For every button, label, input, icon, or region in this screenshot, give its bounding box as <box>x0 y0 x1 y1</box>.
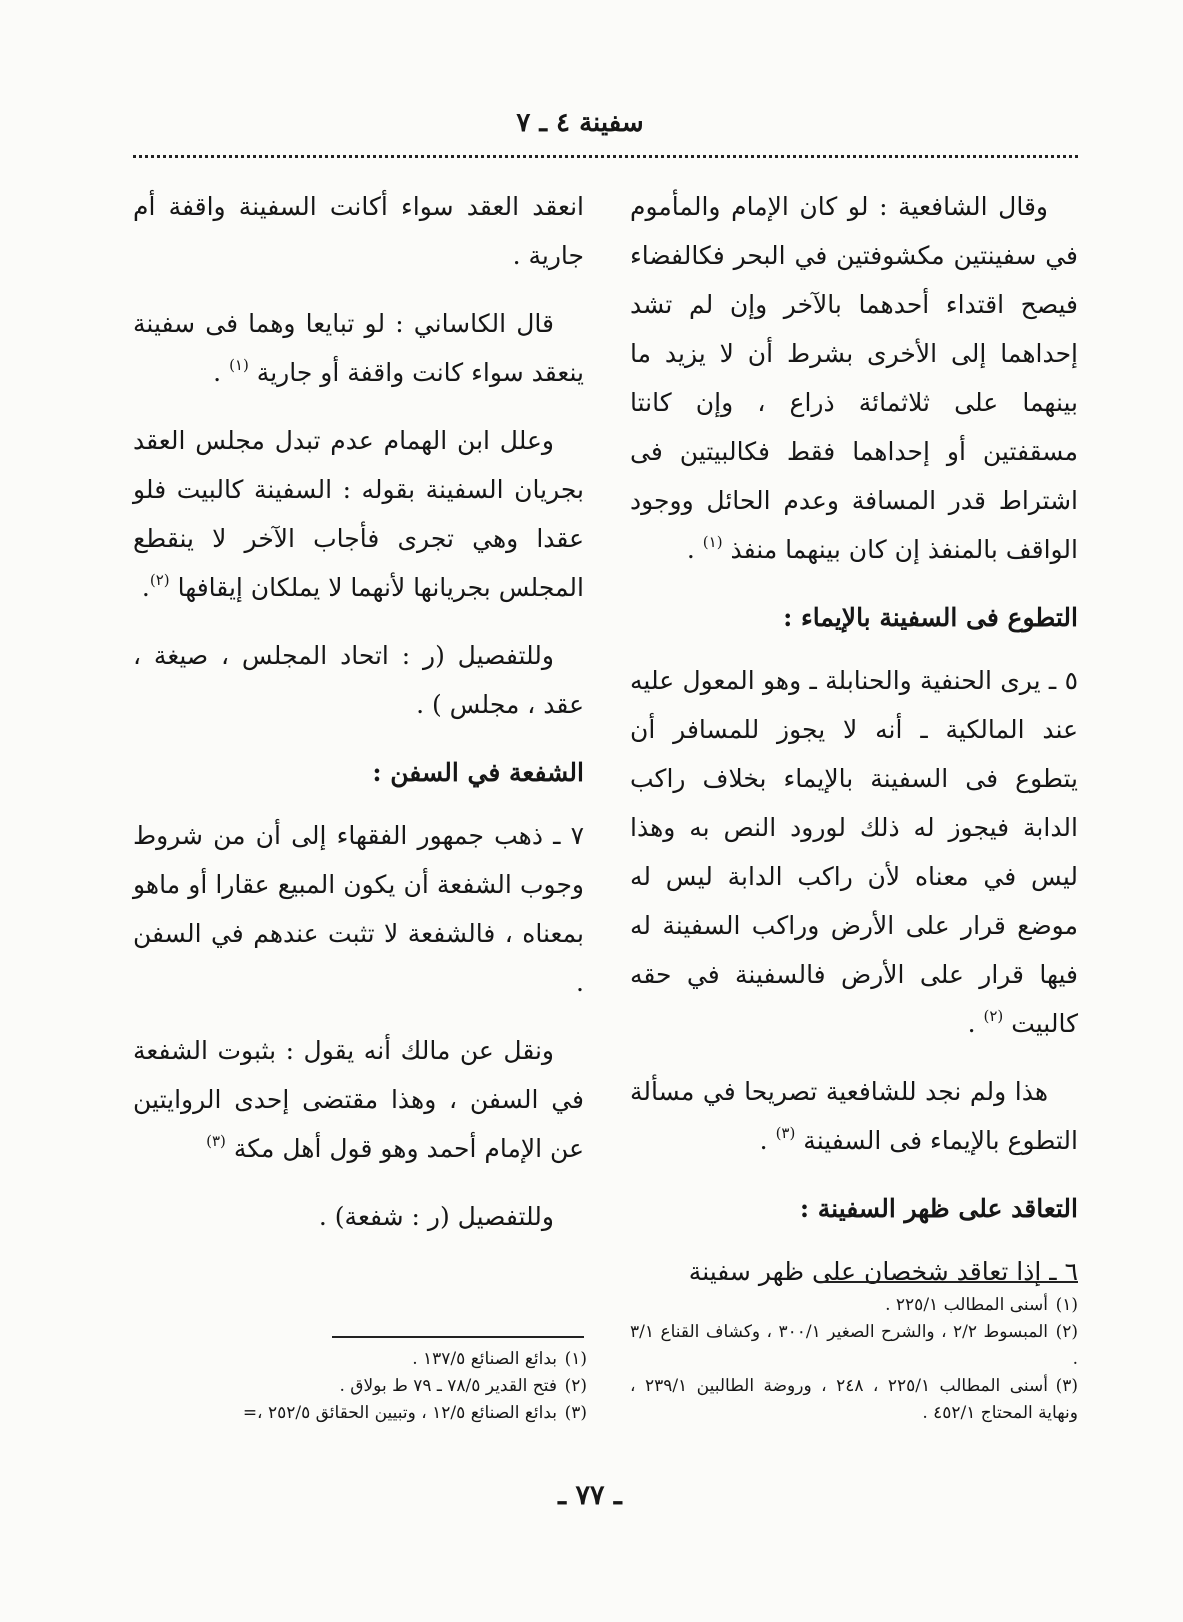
paragraph-text: ونقل عن مالك أنه يقول : بثبوت الشفعة في السفن ، وهذا مقتضى إحدى الروايتين عن الإمام أحمد وهو قول أهل مكة <box>133 1036 584 1163</box>
footnote <box>630 1373 1078 1427</box>
left-footnotes <box>117 1346 587 1427</box>
running-header: سفينة ٤ ـ ٧ <box>516 108 644 138</box>
left-text-column <box>133 182 584 1260</box>
paragraph-end: . <box>512 241 529 270</box>
paragraph <box>133 1026 584 1173</box>
footnote <box>630 1292 1078 1319</box>
paragraph <box>133 1192 584 1241</box>
paragraph-end: . <box>686 535 703 564</box>
paragraph-text: ٥ ـ يرى الحنفية والحنابلة ـ وهو المعول عليه عند المالكية ـ أنه لا يجوز للمسافر أن يتطوع فى السفينة بالإيماء بخلاف راكب الدابة فيجوز له ذلك لورود النص به وهذا ليس في معناه لأن راكب الدابة ليس له موضع قرار على الأرض وراكب السفينة له فيها قرار على الأرض فالسفينة في حقه كالبيت <box>630 666 1078 1038</box>
paragraph-text: وعلل ابن الهمام عدم تبدل مجلس العقد بجريان السفينة بقوله : السفينة كالبيت فلو عقدا وهي تجرى فأجاب الآخر لا ينقطع المجلس بجريانها لأنهما لا يملكان إيقافها <box>133 426 584 602</box>
footnote-number: (٢) <box>1055 1322 1079 1342</box>
footnote-ref: (٢) <box>983 1007 1004 1025</box>
footnote-text: أسنى المطالب ٢٢٥/١ . <box>885 1295 1048 1315</box>
footnote-ref: (٣) <box>775 1124 796 1142</box>
footnote-ref: (١) <box>229 356 249 374</box>
paragraph <box>630 182 1078 574</box>
paragraph-text: ٦ ـ إذا تعاقد شخصان على ظهر سفينة <box>688 1257 1078 1286</box>
footnote-text: أسنى المطالب ٢٢٥/١ ، ٢٤٨ ، وروضة الطالبين ٢٣٩/١ ، ونهاية المحتاج ٤٥٢/١ . <box>630 1376 1078 1423</box>
paragraph-text: انعقد العقد سواء أكانت السفينة واقفة أم جارية <box>133 192 584 270</box>
footnote-number: (٣) <box>1055 1376 1078 1396</box>
footnote-text: المبسوط ٢/٢ ، والشرح الصغير ٣٠٠/١ ، وكشاف القناع ٣/١ . <box>630 1322 1078 1369</box>
paragraph-text: وللتفصيل (ر : شفعة) . <box>318 1202 554 1231</box>
paragraph-text: وللتفصيل (ر : اتحاد المجلس ، صيغة ، عقد ، مجلس ) . <box>133 641 584 719</box>
footnote-text: بدائع الصنائع ١٣٧/٥ . <box>412 1349 557 1369</box>
footnote-text: فتح القدير ٧٨/٥ ـ ٧٩ ط بولاق . <box>339 1376 557 1396</box>
footnote-ref: (٢) <box>149 571 170 589</box>
paragraph-text: وقال الشافعية : لو كان الإمام والمأموم في سفينتين مكشوفتين في البحر فكالفضاء فيصح اقتداء أحدهما بالآخر وإن لم تشد إحداهما إلى الأخرى بشرط أن لا يزيد ما بينهما على ثلاثمائة ذراع ، وإن كانتا مسقفتين أو إحداهما فقط فكالبيتين فى اشتراط قدر المسافة وعدم الحائل ووجود الواقف بالمنفذ إن كان بينهما منفذ <box>630 192 1078 564</box>
footnote-number: (٣) <box>564 1403 587 1423</box>
paragraph-end: . <box>967 1009 984 1038</box>
paragraph-end: . <box>576 968 584 997</box>
right-footnote-rule <box>820 1281 1078 1283</box>
section-heading: الشفعة في السفن : <box>372 758 584 787</box>
paragraph <box>630 656 1078 1048</box>
page-number: ـ ٧٧ ـ <box>558 1480 622 1511</box>
header-dotted-rule <box>133 155 1078 158</box>
section-heading: التعاقد على ظهر السفينة : <box>799 1194 1078 1223</box>
footnote-ref: (٣) <box>206 1132 226 1150</box>
footnote <box>630 1319 1078 1373</box>
footnote-ref: (١) <box>702 533 723 551</box>
footnote-number: (٢) <box>564 1376 587 1396</box>
footnote <box>117 1373 587 1400</box>
paragraph <box>133 631 584 729</box>
paragraph <box>133 299 584 397</box>
paragraph-text: ٧ ـ ذهب جمهور الفقهاء إلى أن من شروط وجوب الشفعة أن يكون المبيع عقارا أو ماهو بمعناه ، فالشفعة لا تثبت عندهم في السفن <box>133 821 584 948</box>
paragraph <box>630 1247 1078 1296</box>
paragraph-text: هذا ولم نجد للشافعية تصريحا في مسألة التطوع بالإيماء فى السفينة <box>630 1077 1078 1155</box>
left-footnote-rule <box>332 1336 584 1338</box>
paragraph <box>133 182 584 280</box>
paragraph <box>133 811 584 1007</box>
right-footnotes <box>630 1292 1078 1427</box>
footnote-text: بدائع الصنائع ١٢/٥ ، وتبيين الحقائق ٢٥٢/٥ ،= <box>242 1403 557 1423</box>
footnote-number: (١) <box>1055 1295 1078 1315</box>
paragraph <box>133 416 584 612</box>
paragraph-end: . <box>759 1126 776 1155</box>
paragraph-end: . <box>141 573 150 602</box>
footnote <box>117 1400 587 1427</box>
footnote-number: (١) <box>564 1349 587 1369</box>
section-heading: التطوع فى السفينة بالإيماء : <box>783 603 1078 632</box>
right-text-column <box>630 182 1078 1315</box>
paragraph-end: . <box>213 358 230 387</box>
footnote <box>117 1346 587 1373</box>
paragraph <box>630 1067 1078 1165</box>
paragraph-text: قال الكاساني : لو تبايعا وهما فى سفينة ينعقد سواء كانت واقفة أو جارية <box>133 309 584 387</box>
